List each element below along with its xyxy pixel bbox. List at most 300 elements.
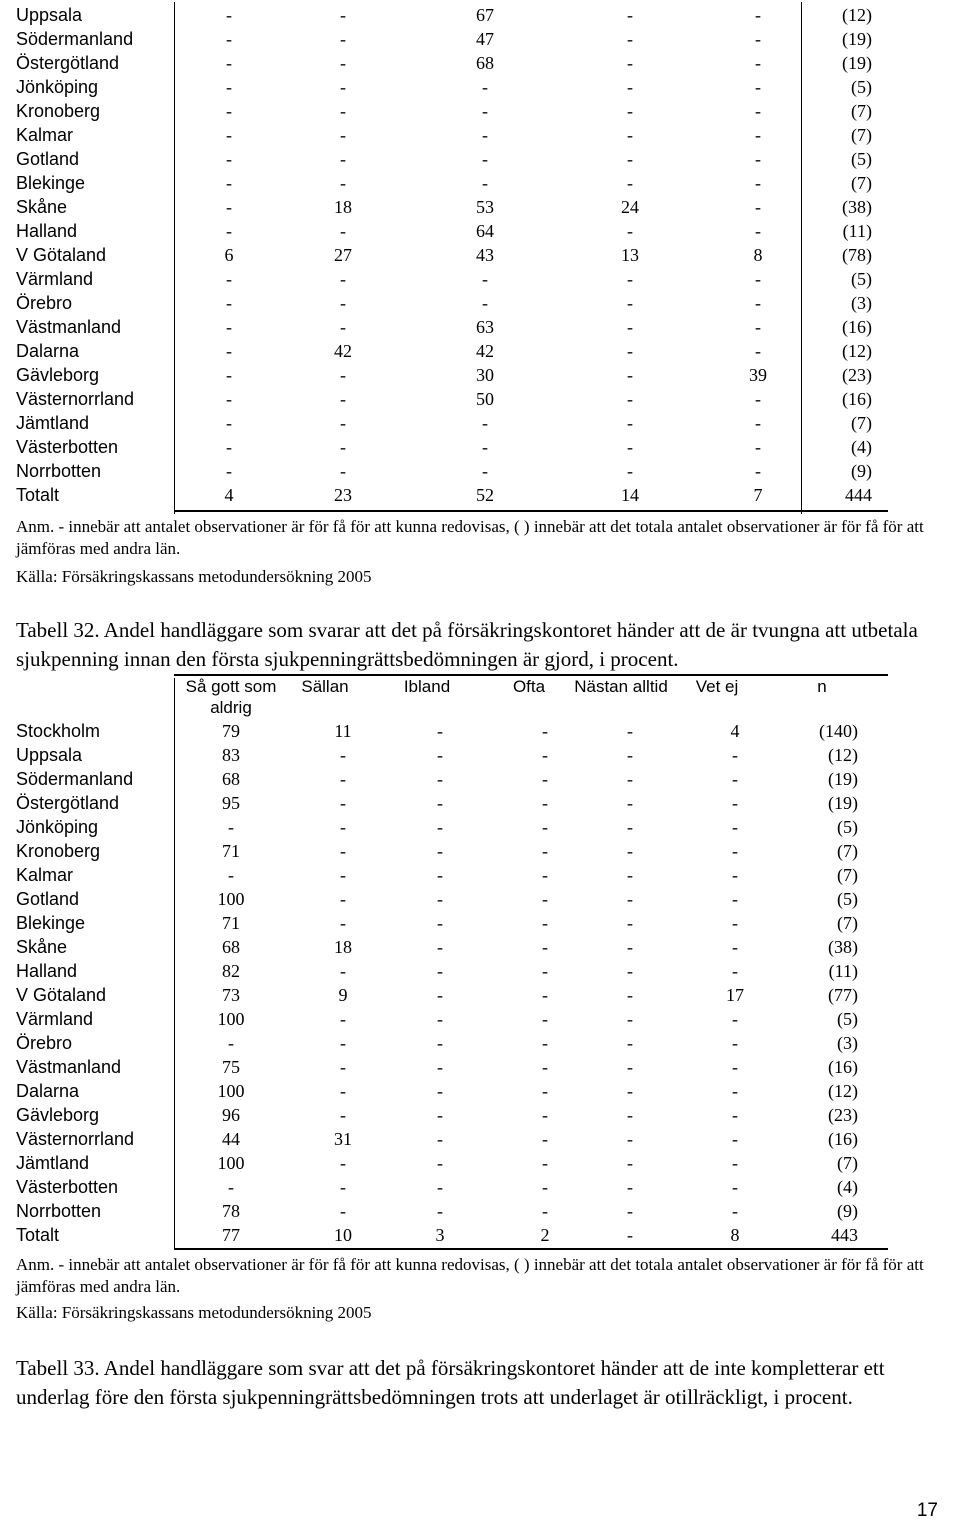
table-cell: - <box>226 221 232 241</box>
row-label: Jönköping <box>16 77 99 97</box>
n-cell: (7) <box>837 1153 858 1173</box>
table-cell: - <box>627 437 633 457</box>
row-label: Jämtland <box>16 1153 90 1173</box>
table-row <box>0 1150 960 1174</box>
table-cell: 18 <box>334 197 352 217</box>
table-cell: - <box>627 817 633 837</box>
table-cell: - <box>732 793 738 813</box>
n-cell: (19) <box>842 29 872 49</box>
table-cell: - <box>755 53 761 73</box>
n-cell: (7) <box>837 865 858 885</box>
table-cell: 52 <box>476 485 494 505</box>
n-cell: (7) <box>837 841 858 861</box>
n-cell: (11) <box>828 961 858 981</box>
table-cell: - <box>437 1105 443 1125</box>
n-cell: (4) <box>851 437 872 457</box>
table-cell: - <box>627 317 633 337</box>
n-cell: (23) <box>842 365 872 385</box>
table-cell: - <box>437 1033 443 1053</box>
table-cell: - <box>627 937 633 957</box>
table-row <box>0 982 960 1006</box>
table-cell: - <box>755 77 761 97</box>
table-cell: - <box>226 461 232 481</box>
spacer <box>0 716 175 717</box>
table-cell: - <box>732 961 738 981</box>
table-cell: 4 <box>224 485 234 505</box>
table-row <box>0 910 960 934</box>
table-note: Anm. - innebär att antalet observationer är för få för att kunna redovisas, ( ) innebär att det totala antalet observationer är för få för att jämföras med andra län. <box>16 1255 924 1296</box>
row-label: Dalarna <box>16 341 80 361</box>
table-row <box>0 50 960 74</box>
table-cell: - <box>226 5 232 25</box>
n-cell: (19) <box>842 53 872 73</box>
table-cell: - <box>627 721 633 741</box>
table-cell: - <box>482 269 488 289</box>
table-cell: - <box>755 125 761 145</box>
table-cell: - <box>482 293 488 313</box>
table-cell: - <box>627 793 633 813</box>
table-row <box>0 122 960 146</box>
table-cell: - <box>437 841 443 861</box>
table-cell: - <box>542 1129 548 1149</box>
table-cell: - <box>627 341 633 361</box>
table-cell: 68 <box>222 937 240 957</box>
row-label: Södermanland <box>16 769 134 789</box>
table-row <box>0 742 960 766</box>
table-row <box>0 766 960 790</box>
table-cell: - <box>482 413 488 433</box>
table-cell: - <box>542 985 548 1005</box>
table-cell: - <box>732 1033 738 1053</box>
table-cell: 50 <box>476 389 494 409</box>
table-cell: - <box>340 29 346 49</box>
table-cell: - <box>755 317 761 337</box>
row-label: Gotland <box>16 149 80 169</box>
table-cell: - <box>755 221 761 241</box>
table-row <box>0 74 960 98</box>
row-label: Halland <box>16 221 78 241</box>
table-row <box>0 218 960 242</box>
table-source: Källa: Försäkringskassans metodundersökning 2005 <box>16 567 372 586</box>
table-cell: 82 <box>222 961 240 981</box>
table-cell: - <box>340 5 346 25</box>
table-cell: 71 <box>222 913 240 933</box>
n-cell: (23) <box>828 1105 858 1125</box>
table-cell: - <box>340 1009 346 1029</box>
table-cell: 24 <box>621 197 639 217</box>
row-label: Södermanland <box>16 29 134 49</box>
table-cell: - <box>226 77 232 97</box>
table-cell: - <box>340 293 346 313</box>
table-cell: - <box>542 1009 548 1029</box>
table-row <box>0 838 960 862</box>
table-cell: 39 <box>749 365 767 385</box>
table-cell: - <box>340 1201 346 1221</box>
table-cell: - <box>226 437 232 457</box>
table-cell: - <box>627 985 633 1005</box>
table-cell: - <box>340 53 346 73</box>
table-cell: - <box>340 1081 346 1101</box>
table-cell: - <box>340 365 346 385</box>
n-cell: 444 <box>845 485 872 505</box>
table-cell: - <box>732 1009 738 1029</box>
table-cell: - <box>627 149 633 169</box>
n-cell: (19) <box>828 769 858 789</box>
table-cell: - <box>542 793 548 813</box>
n-cell: (5) <box>851 149 872 169</box>
table-cell: - <box>340 745 346 765</box>
row-label: Norrbotten <box>16 461 102 481</box>
table-cell: - <box>340 221 346 241</box>
table-cell: - <box>627 413 633 433</box>
table-cell: - <box>340 889 346 909</box>
n-cell: (38) <box>842 197 872 217</box>
n-cell: (12) <box>842 5 872 25</box>
table-cell: - <box>542 841 548 861</box>
table-row <box>0 410 960 434</box>
table-cell: - <box>627 173 633 193</box>
row-label: Kalmar <box>16 865 74 885</box>
column-header: Ofta <box>512 677 546 696</box>
table-cell: - <box>542 937 548 957</box>
table-cell: - <box>437 1009 443 1029</box>
table-cell: - <box>542 1081 548 1101</box>
row-label: Skåne <box>16 937 68 957</box>
n-cell: (78) <box>842 245 872 265</box>
table-cell: 77 <box>222 1225 240 1245</box>
column-header: Så gott som aldrig <box>185 677 277 717</box>
table-cell: - <box>542 1177 548 1197</box>
table-cell: 13 <box>621 245 639 265</box>
table-cell: 9 <box>338 985 348 1005</box>
table-cell: - <box>627 221 633 241</box>
table-cell: 95 <box>222 793 240 813</box>
n-cell: (7) <box>851 125 872 145</box>
table-cell: - <box>627 293 633 313</box>
column-header: Sällan <box>301 677 349 696</box>
table-cell: - <box>340 461 346 481</box>
row-label: Västernorrland <box>16 1129 135 1149</box>
n-cell: (16) <box>842 389 872 409</box>
table-cell: - <box>340 841 346 861</box>
table-row <box>0 242 960 266</box>
table-cell: - <box>755 413 761 433</box>
table-cell: 30 <box>476 365 494 385</box>
n-cell: (16) <box>842 317 872 337</box>
row-label: Blekinge <box>16 173 86 193</box>
row-label: Totalt <box>16 1225 60 1245</box>
table-cell: - <box>437 937 443 957</box>
table-cell: 14 <box>621 485 639 505</box>
table-cell: - <box>755 389 761 409</box>
table-cell: 100 <box>217 889 245 909</box>
n-cell: (11) <box>842 221 872 241</box>
column-header: Ibland <box>403 677 451 696</box>
table-cell: - <box>437 889 443 909</box>
table-cell: - <box>482 437 488 457</box>
table-cell: - <box>340 173 346 193</box>
table-cell: - <box>755 5 761 25</box>
table-cell: 68 <box>476 53 494 73</box>
table-cell: 100 <box>217 1009 245 1029</box>
table-cell: - <box>542 913 548 933</box>
table-cell: - <box>755 293 761 313</box>
row-label: Östergötland <box>16 53 120 73</box>
table-caption: Tabell 33. Andel handläggare som svar att det på försäkringskontoret händer att de inte kompletterar ett underlag före den första sjukpenningrättsbedömningen trots att underlaget är otillräckligt, i procent. <box>16 1356 885 1409</box>
row-label: Östergötland <box>16 793 120 813</box>
table-cell: - <box>732 1105 738 1125</box>
table-cell: 10 <box>334 1225 352 1245</box>
table-cell: - <box>226 197 232 217</box>
table-cell: 8 <box>730 1225 740 1245</box>
table-cell: - <box>732 937 738 957</box>
table-cell: - <box>482 101 488 121</box>
table-cell: - <box>755 269 761 289</box>
table-cell: 8 <box>753 245 763 265</box>
row-label: Stockholm <box>16 721 101 741</box>
table-cell: 64 <box>476 221 494 241</box>
table-cell: - <box>437 817 443 837</box>
table-cell: - <box>228 1177 234 1197</box>
row-label: Kronoberg <box>16 841 101 861</box>
table-row <box>0 194 960 218</box>
n-cell: (7) <box>851 101 872 121</box>
table-row <box>0 1006 960 1030</box>
table-cell: - <box>226 413 232 433</box>
table-row <box>0 1222 960 1246</box>
table-cell: 83 <box>222 745 240 765</box>
table-cell: - <box>437 1177 443 1197</box>
table-row <box>0 718 960 742</box>
table-cell: - <box>482 461 488 481</box>
table-cell: - <box>437 745 443 765</box>
table-cell: - <box>627 769 633 789</box>
table-cell: - <box>437 1153 443 1173</box>
page-number: 17 <box>916 1500 938 1521</box>
n-cell: (12) <box>828 745 858 765</box>
table-cell: - <box>627 1105 633 1125</box>
table-cell: - <box>627 77 633 97</box>
table-row <box>0 290 960 314</box>
table-cell: - <box>482 77 488 97</box>
table-cell: - <box>755 29 761 49</box>
table-cell: - <box>627 1177 633 1197</box>
table-cell: - <box>437 985 443 1005</box>
n-cell: (9) <box>851 461 872 481</box>
table-cell: - <box>542 817 548 837</box>
table-cell: - <box>732 1177 738 1197</box>
table-cell: - <box>627 389 633 409</box>
table-cell: - <box>732 1081 738 1101</box>
table-cell: - <box>226 53 232 73</box>
row-label: Västerbotten <box>16 437 119 457</box>
row-label: Kalmar <box>16 125 74 145</box>
table-cell: - <box>228 817 234 837</box>
table-cell: - <box>627 1033 633 1053</box>
table-cell: - <box>732 913 738 933</box>
table-cell: - <box>340 769 346 789</box>
table-cell: 71 <box>222 841 240 861</box>
table-cell: - <box>226 149 232 169</box>
table-cell: 96 <box>222 1105 240 1125</box>
table-row <box>0 338 960 362</box>
table-cell: - <box>627 889 633 909</box>
table-cell: - <box>542 1153 548 1173</box>
table-cell: - <box>627 841 633 861</box>
n-cell: (3) <box>837 1033 858 1053</box>
table-cell: - <box>627 53 633 73</box>
table-cell: - <box>627 125 633 145</box>
table-row <box>0 814 960 838</box>
table-cell: 3 <box>435 1225 445 1245</box>
column-header: Nästan alltid <box>574 677 668 696</box>
table-cell: 44 <box>222 1129 240 1149</box>
table-cell: 6 <box>224 245 234 265</box>
n-cell: (7) <box>851 413 872 433</box>
row-label: Jönköping <box>16 817 99 837</box>
table-cell: - <box>542 1201 548 1221</box>
table-cell: 100 <box>217 1153 245 1173</box>
table-cell: - <box>340 961 346 981</box>
table-cell: - <box>340 125 346 145</box>
table-row <box>0 1102 960 1126</box>
n-cell: (5) <box>851 77 872 97</box>
table-cell: - <box>542 961 548 981</box>
table-cell: - <box>627 1081 633 1101</box>
table-row <box>0 314 960 338</box>
row-label: Norrbotten <box>16 1201 102 1221</box>
table-32 <box>0 718 960 1246</box>
table-cell: - <box>226 269 232 289</box>
table-cell: - <box>340 1153 346 1173</box>
table-cell: - <box>437 1057 443 1077</box>
table-cell: - <box>755 197 761 217</box>
table-cell: - <box>627 745 633 765</box>
table-row <box>0 170 960 194</box>
table-cell: - <box>340 101 346 121</box>
table-cell: - <box>542 745 548 765</box>
table-cell: - <box>627 101 633 121</box>
table-cell: - <box>228 865 234 885</box>
n-cell: (5) <box>837 817 858 837</box>
table-cell: - <box>755 341 761 361</box>
table-cell: - <box>340 793 346 813</box>
table-cell: - <box>627 1129 633 1149</box>
table-cell: - <box>732 1057 738 1077</box>
table-row <box>0 2 960 26</box>
table-top-rule <box>174 674 888 676</box>
row-label: Västmanland <box>16 1057 122 1077</box>
table-cell: - <box>627 269 633 289</box>
table-cell: - <box>755 461 761 481</box>
column-header: Vet ej <box>695 677 739 696</box>
table-cell: - <box>340 913 346 933</box>
table-row <box>0 958 960 982</box>
n-cell: (77) <box>828 985 858 1005</box>
table-cell: - <box>340 1033 346 1053</box>
row-label: Värmland <box>16 269 94 289</box>
table-cell: - <box>542 1105 548 1125</box>
table-cell: 42 <box>334 341 352 361</box>
row-label: Örebro <box>16 293 73 313</box>
table-cell: - <box>542 1033 548 1053</box>
table-cell: - <box>437 961 443 981</box>
table-cell: - <box>226 341 232 361</box>
table-cell: - <box>482 125 488 145</box>
n-cell: (5) <box>837 1009 858 1029</box>
table-cell: - <box>226 389 232 409</box>
table-cell: - <box>437 721 443 741</box>
table-cell: - <box>340 149 346 169</box>
table-cell: - <box>732 889 738 909</box>
table-cell: - <box>340 1105 346 1125</box>
table-bottom-rule <box>174 1248 888 1250</box>
table-cell: 7 <box>753 485 763 505</box>
table-row <box>0 1174 960 1198</box>
table-cell: - <box>340 1057 346 1077</box>
n-cell: (9) <box>837 1201 858 1221</box>
table-cell: - <box>226 365 232 385</box>
table-cell: - <box>732 865 738 885</box>
table-row <box>0 482 960 506</box>
n-cell: (5) <box>837 889 858 909</box>
table-cell: - <box>542 865 548 885</box>
table-cell: 79 <box>222 721 240 741</box>
row-label: V Götaland <box>16 985 107 1005</box>
row-label: Örebro <box>16 1033 73 1053</box>
table-cell: - <box>627 865 633 885</box>
table-cell: - <box>542 1057 548 1077</box>
table-cell: 27 <box>334 245 352 265</box>
table-cell: - <box>627 1225 633 1245</box>
table-cell: - <box>340 77 346 97</box>
table-cell: 18 <box>334 937 352 957</box>
n-cell: (5) <box>851 269 872 289</box>
table-cell: - <box>627 29 633 49</box>
table-cell: - <box>226 293 232 313</box>
table-cell: - <box>627 961 633 981</box>
row-label: Gävleborg <box>16 1105 100 1125</box>
table-caption: Tabell 32. Andel handläggare som svarar att det på försäkringskontoret händer att de är tvungna att utbetala sjukpenning innan den första sjukpenningrättsbedömningen är gjord, i procent. <box>16 618 918 671</box>
table-row <box>0 362 960 386</box>
table-cell: - <box>437 793 443 813</box>
table-source: Källa: Försäkringskassans metodundersökning 2005 <box>16 1303 372 1322</box>
table-row <box>0 434 960 458</box>
n-cell: (3) <box>851 293 872 313</box>
row-label: Halland <box>16 961 78 981</box>
table-cell: - <box>340 269 346 289</box>
row-label: Uppsala <box>16 745 83 765</box>
table-cell: 75 <box>222 1057 240 1077</box>
row-label: V Götaland <box>16 245 107 265</box>
table-row <box>0 862 960 886</box>
table-cell: - <box>627 461 633 481</box>
table-row <box>0 458 960 482</box>
row-label: Kronoberg <box>16 101 101 121</box>
table-cell: - <box>340 389 346 409</box>
table-cell: - <box>340 865 346 885</box>
table-cell: - <box>627 365 633 385</box>
table-cell: - <box>437 1129 443 1149</box>
table-cell: 4 <box>730 721 740 741</box>
table-cell: - <box>340 1177 346 1197</box>
n-cell: (16) <box>828 1057 858 1077</box>
table-cell: - <box>482 173 488 193</box>
table-cell: - <box>732 841 738 861</box>
table-header <box>0 676 960 716</box>
table-cell: - <box>437 1081 443 1101</box>
table-cell: 78 <box>222 1201 240 1221</box>
